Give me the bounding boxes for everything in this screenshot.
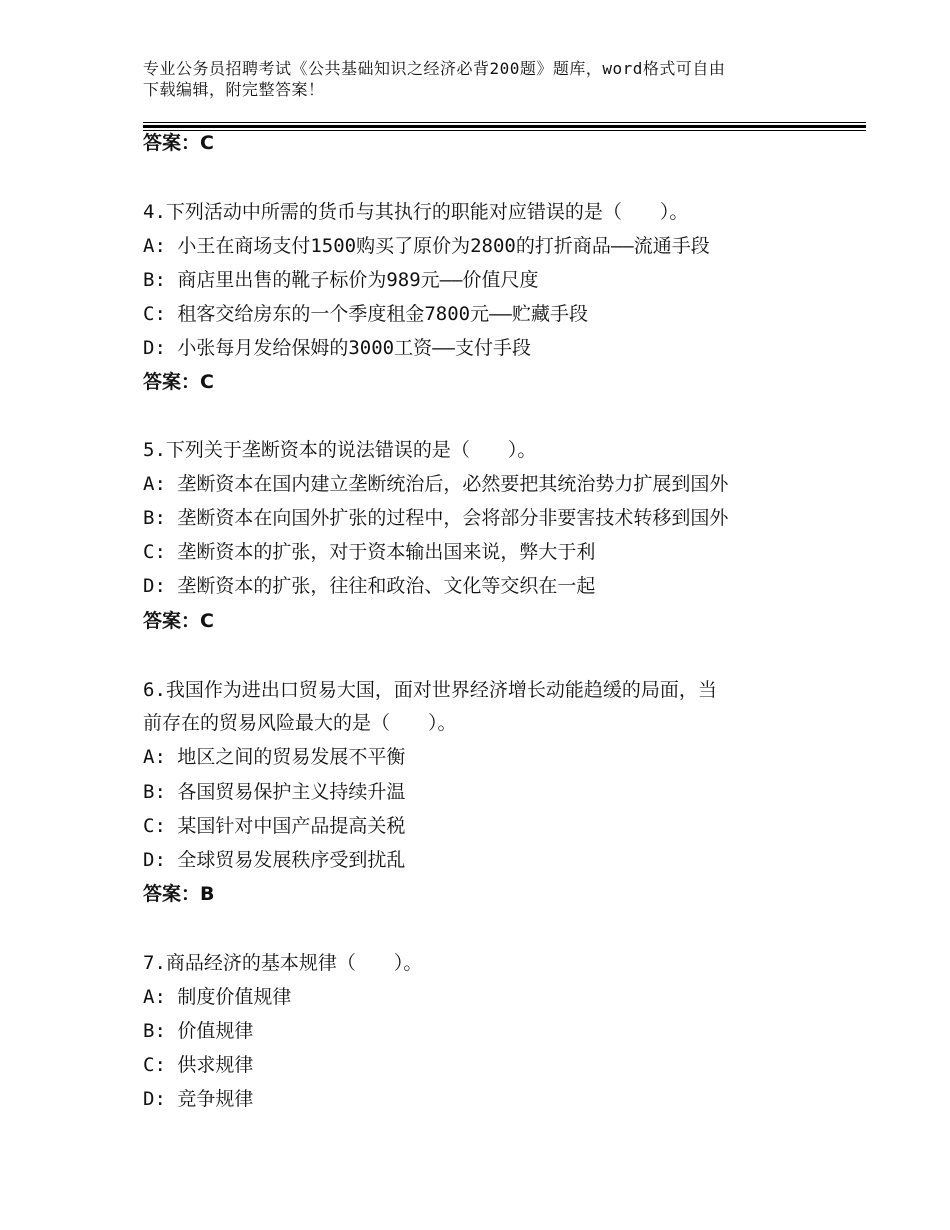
question-5-option-a: A: 垄断资本在国内建立垄断统治后，必然要把其统治势力扩展到国外 (143, 473, 729, 495)
question-5-option-b: B: 垄断资本在向国外扩张的过程中，会将部分非要害技术转移到国外 (143, 507, 729, 529)
header-rule-thin-top (143, 122, 866, 123)
question-7-option-b: B: 价值规律 (143, 1020, 254, 1042)
question-6-option-b: B: 各国贸易保护主义持续升温 (143, 781, 406, 803)
question-6-stem-line-2: 前存在的贸易风险最大的是（ ）。 (143, 712, 457, 734)
question-5-option-c: C: 垄断资本的扩张，对于资本输出国来说，弊大于利 (143, 541, 596, 563)
question-5-stem: 5.下列关于垄断资本的说法错误的是（ ）。 (143, 439, 537, 461)
question-4-stem: 4.下列活动中所需的货币与其执行的职能对应错误的是（ ）。 (143, 201, 689, 223)
question-5-answer: 答案：C (143, 610, 214, 632)
question-7-stem: 7.商品经济的基本规律（ ）。 (143, 952, 423, 974)
question-6-option-d: D: 全球贸易发展秩序受到扰乱 (143, 849, 406, 871)
question-4-option-c: C: 租客交给房东的一个季度租金7800元——贮藏手段 (143, 303, 588, 325)
question-7-option-d: D: 竞争规律 (143, 1088, 254, 1110)
header-rule-thin-bottom (143, 130, 866, 131)
question-4-option-d: D: 小张每月发给保姆的3000工资——支付手段 (143, 337, 531, 359)
question-7-option-c: C: 供求规律 (143, 1054, 254, 1076)
question-6-option-a: A: 地区之间的贸易发展不平衡 (143, 746, 406, 768)
question-4-answer: 答案：C (143, 371, 214, 393)
answer-q3: 答案：C (143, 132, 214, 154)
header-rule-thick (143, 125, 866, 128)
question-6-answer: 答案：B (143, 883, 215, 905)
question-7-option-a: A: 制度价值规律 (143, 986, 292, 1008)
question-5-option-d: D: 垄断资本的扩张，往往和政治、文化等交织在一起 (143, 575, 596, 597)
question-4-option-b: B: 商店里出售的靴子标价为989元——价值尺度 (143, 269, 539, 291)
question-6-option-c: C: 某国针对中国产品提高关税 (143, 815, 406, 837)
page-header: 专业公务员招聘考试《公共基础知识之经济必背200题》题库，word格式可自由 下载编辑，附完整答案！ (143, 59, 726, 99)
question-6-stem-line-1: 6.我国作为进出口贸易大国，面对世界经济增长动能趋缓的局面，当 (143, 679, 717, 701)
question-4-option-a: A: 小王在商场支付1500购买了原价为2800的打折商品——流通手段 (143, 235, 710, 257)
